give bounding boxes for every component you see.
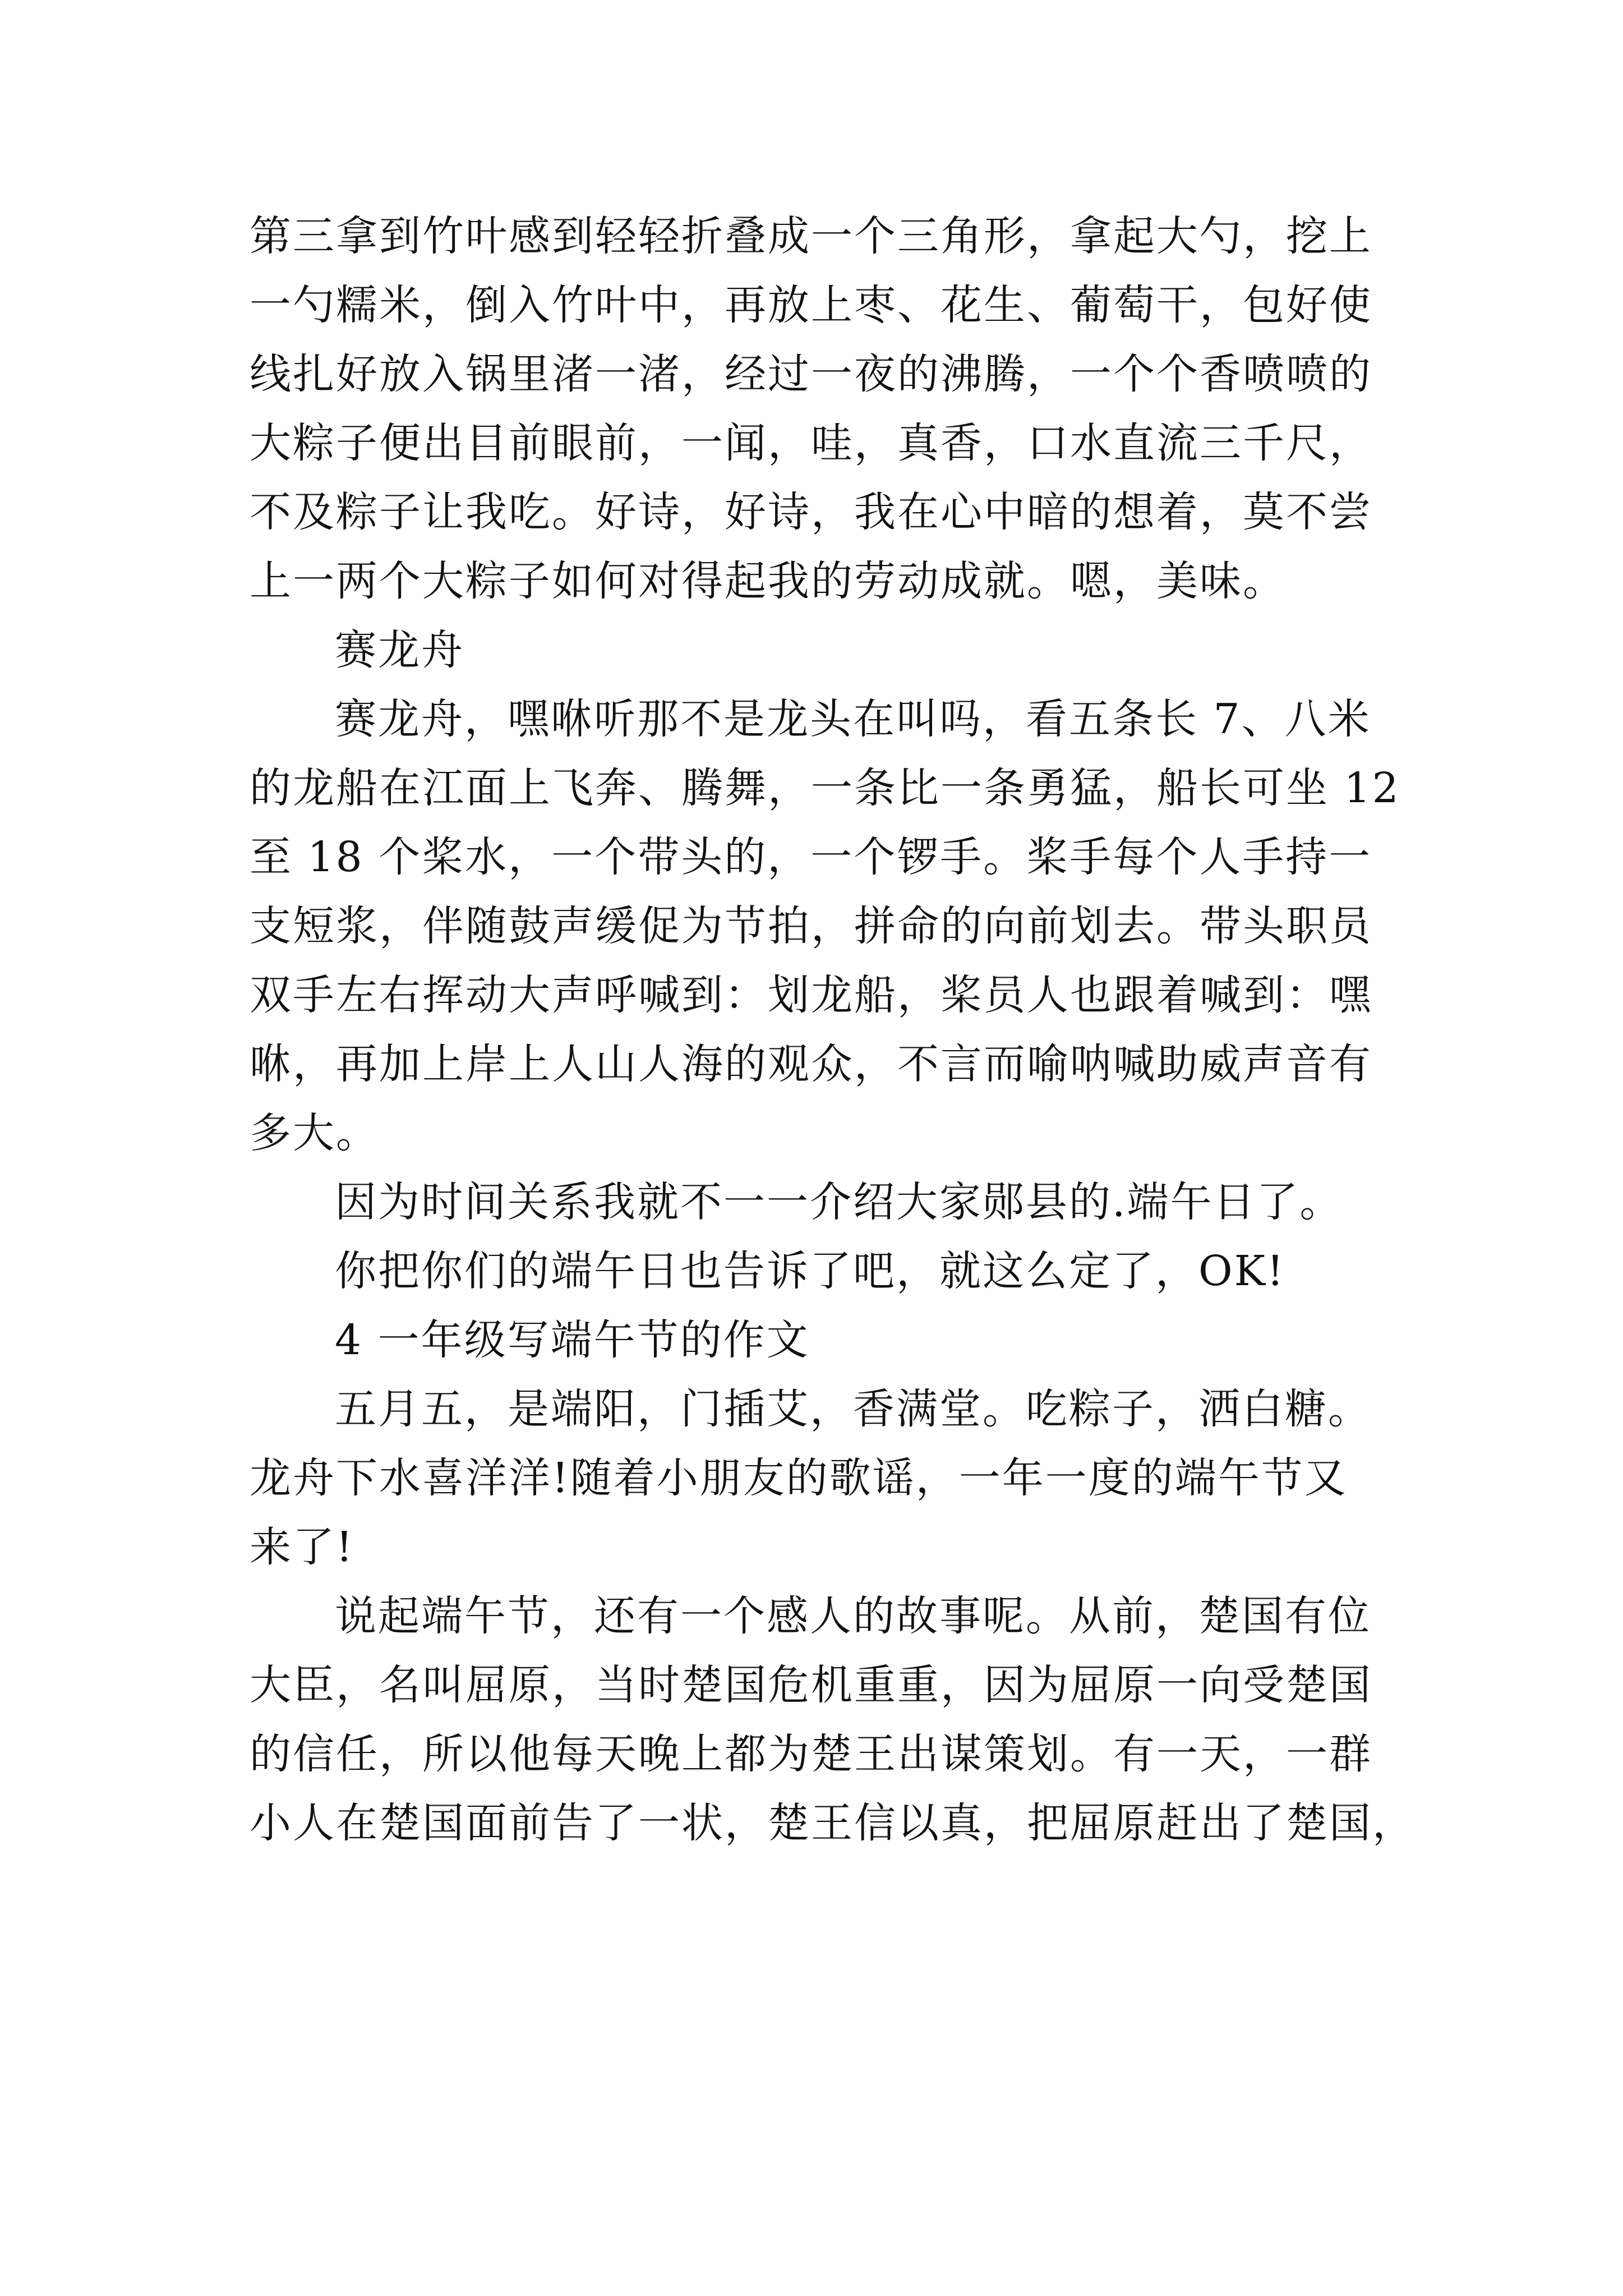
text-line: 大臣，名叫屈原，当时楚国危机重重，因为屈原一向受楚国 — [250, 1661, 1372, 1709]
document-body — [250, 202, 1415, 1858]
paragraph-start-line: 赛龙舟，嘿咻听那不是龙头在叫吗，看五条长 7、八米 — [335, 695, 1371, 743]
paragraph-start-line: 五月五，是端阳，门插艾，香满堂。吃粽子，洒白糖。 — [335, 1385, 1371, 1433]
text-line: 龙舟下水喜洋洋!随着小朋友的歌谣，一年一度的端午节又 — [250, 1454, 1348, 1502]
text-line: 一勺糯米，倒入竹叶中，再放上枣、花生、葡萄干，包好使 — [250, 281, 1372, 329]
paragraph-start-line: 说起端午节，还有一个感人的故事呢。从前，楚国有位 — [335, 1592, 1371, 1640]
text-line: 不及粽子让我吃。好诗，好诗，我在心中暗的想着，莫不尝 — [250, 488, 1372, 536]
section-heading: 赛龙舟 — [335, 626, 464, 674]
text-line: 来了! — [250, 1523, 354, 1571]
text-line: 的信任，所以他每天晚上都为楚王出谋策划。有一天，一群 — [250, 1730, 1372, 1778]
text-line: 双手左右挥动大声呼喊到：划龙船，桨员人也跟着喊到：嘿 — [250, 971, 1372, 1019]
text-line: 上一两个大粽子如何对得起我的劳动成就。嗯，美味。 — [250, 557, 1286, 605]
text-line: 小人在楚国面前告了一状，楚王信以真，把屈原赶出了楚国， — [250, 1799, 1415, 1847]
section-heading: 4 一年级写端午节的作文 — [335, 1316, 810, 1364]
text-line: 至 18 个桨水，一个带头的，一个锣手。桨手每个人手持一 — [250, 833, 1372, 881]
text-line: 线扎好放入锅里渚一渚，经过一夜的沸腾，一个个香喷喷的 — [250, 350, 1372, 398]
text-line: 第三拿到竹叶感到轻轻折叠成一个三角形，拿起大勺，挖上 — [250, 212, 1372, 260]
text-line: 支短浆，伴随鼓声缓促为节拍，拼命的向前划去。带头职员 — [250, 902, 1372, 950]
paragraph-start-line: 因为时间关系我就不一一介绍大家郧县的.端午日了。 — [335, 1178, 1343, 1226]
text-line: 咻，再加上岸上人山人海的观众，不言而喻呐喊助威声音有 — [250, 1040, 1372, 1088]
text-line: 大粽子便出目前眼前，一闻，哇，真香，口水直流三千尺， — [250, 419, 1372, 467]
paragraph-start-line: 你把你们的端午日也告诉了吧，就这么定了，OK! — [335, 1247, 1285, 1295]
text-line: 多大。 — [250, 1109, 379, 1157]
text-line: 的龙船在江面上飞奔、腾舞，一条比一条勇猛，船长可坐 12 — [250, 764, 1400, 812]
